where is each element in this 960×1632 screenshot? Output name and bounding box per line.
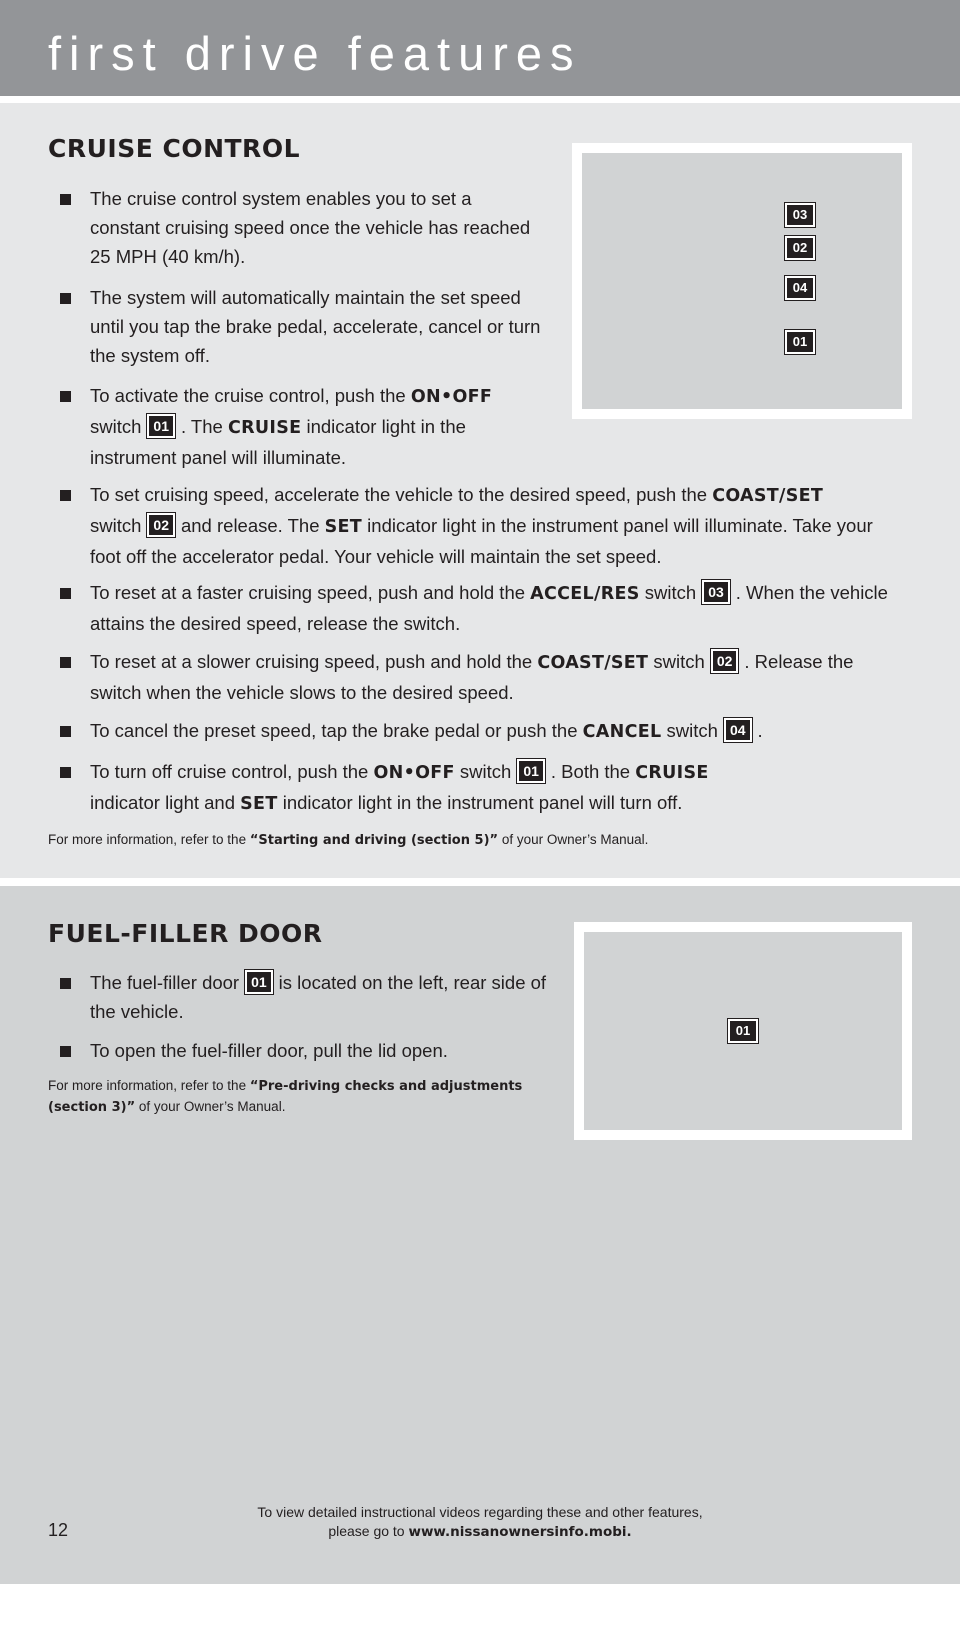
callout-04: 04 bbox=[785, 276, 815, 300]
callout-badge: 01 bbox=[245, 970, 273, 994]
fuel-filler-heading: FUEL-FILLER DOOR bbox=[48, 919, 323, 948]
cruise-switch-image bbox=[572, 143, 912, 419]
cruise-bullet-4: To set cruising speed, accelerate the vehicle to the desired speed, push the COAST/SET switch 02 and release. The SET indicator light in the instrument panel will illuminate. Take your foot off the accelerator pedal. Your vehicle will maintain the set speed. bbox=[60, 480, 905, 571]
page-number: 12 bbox=[48, 1520, 69, 1540]
bullet-icon bbox=[60, 588, 71, 599]
cruise-control-heading: CRUISE CONTROL bbox=[48, 134, 300, 163]
callout-badge: 02 bbox=[147, 513, 175, 537]
cruise-bullet-3: To activate the cruise control, push the ON•OFF switch 01 . The CRUISE indicator light in the instrument panel will illuminate. bbox=[60, 381, 542, 472]
cruise-bullet-1: The cruise control system enables you to set a constant cruising speed once the vehicle has reached 25 MPH (40 km/h). bbox=[60, 184, 542, 271]
keyword: SET bbox=[324, 517, 363, 537]
fuel-bullet-2: To open the fuel-filler door, pull the lid open. bbox=[60, 1036, 560, 1065]
bullet-icon bbox=[60, 726, 71, 737]
callout-02: 02 bbox=[785, 236, 815, 260]
page-header bbox=[0, 0, 960, 96]
bullet-icon bbox=[60, 767, 71, 778]
footer-link[interactable]: www.nissanownersinfo.mobi. bbox=[408, 1524, 632, 1540]
keyword: COAST/SET bbox=[712, 486, 824, 506]
cruise-reference-note: For more information, refer to the “Starting and driving (section 5)” of your Owner’s Manual. bbox=[48, 832, 649, 848]
callout-01: 01 bbox=[728, 1019, 758, 1043]
bullet-icon bbox=[60, 978, 71, 989]
callout-badge: 03 bbox=[702, 580, 730, 604]
header-title: first drive features bbox=[48, 27, 582, 80]
bullet-icon bbox=[60, 1046, 71, 1057]
callout-01: 01 bbox=[785, 330, 815, 354]
keyword: CRUISE bbox=[227, 418, 302, 438]
cruise-bullet-6: To reset at a slower cruising speed, push and hold the COAST/SET switch 02 . Release the switch when the vehicle slows to the desired speed. bbox=[60, 647, 905, 707]
fuel-bullet-1: The fuel-filler door 01 is located on the left, rear side of the vehicle. bbox=[60, 968, 560, 1026]
cruise-bullet-2: The system will automatically maintain the set speed until you tap the brake pedal, accelerate, cancel or turn the system off. bbox=[60, 283, 542, 370]
keyword: CRUISE bbox=[635, 763, 709, 783]
callout-badge: 01 bbox=[517, 759, 545, 783]
fuel-door-image bbox=[574, 922, 912, 1140]
callout-03: 03 bbox=[785, 203, 815, 227]
bullet-icon bbox=[60, 490, 71, 501]
keyword: ACCEL/RES bbox=[530, 584, 640, 604]
fuel-reference-note: For more information, refer to the “Pre-driving checks and adjustments (section 3)” of your Owner’s Manual. bbox=[48, 1078, 523, 1115]
keyword: SET bbox=[240, 794, 278, 814]
bottom-band bbox=[0, 1584, 960, 1632]
keyword: ON•OFF bbox=[410, 387, 493, 407]
bullet-icon bbox=[60, 391, 71, 402]
bullet-icon bbox=[60, 194, 71, 205]
callout-badge: 01 bbox=[147, 414, 175, 438]
cruise-bullet-8: To turn off cruise control, push the ON•OFF switch 01 . Both the CRUISE indicator light and SET indicator light in the instrument panel will turn off. bbox=[60, 757, 905, 819]
footer-note: To view detailed instructional videos regarding these and other features, please go to www.nissanownersinfo.mobi. bbox=[257, 1504, 703, 1540]
bullet-icon bbox=[60, 657, 71, 668]
keyword: ON•OFF bbox=[373, 763, 455, 783]
cruise-bullet-5: To reset at a faster cruising speed, push and hold the ACCEL/RES switch 03 . When the vehicle attains the desired speed, release the switch. bbox=[60, 578, 905, 638]
keyword: CANCEL bbox=[582, 722, 662, 742]
callout-badge: 04 bbox=[724, 718, 752, 742]
bullet-icon bbox=[60, 293, 71, 304]
image-placeholder bbox=[582, 153, 902, 409]
keyword: COAST/SET bbox=[537, 653, 649, 673]
callout-badge: 02 bbox=[711, 649, 739, 673]
cruise-bullet-7: To cancel the preset speed, tap the brake pedal or push the CANCEL switch 04 . bbox=[60, 716, 905, 747]
